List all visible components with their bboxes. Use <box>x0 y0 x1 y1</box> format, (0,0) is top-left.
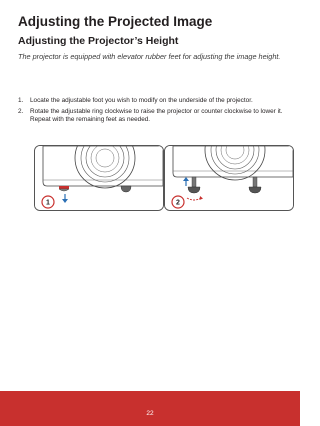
step-badge-label: 1 <box>46 199 50 207</box>
steps-list <box>18 97 290 128</box>
step-text: Locate the adjustable foot you wish to modify on the underside of the projector. <box>30 97 253 104</box>
page-number: 22 <box>146 410 154 417</box>
page-heading: Adjusting the Projected Image <box>18 14 213 29</box>
projector-underside-illustration <box>35 146 163 210</box>
footer-bar <box>0 391 300 426</box>
step-item <box>18 97 290 105</box>
rear-foot-icon <box>121 186 131 192</box>
adjustable-foot-icon <box>59 186 69 189</box>
projector-raised-illustration <box>165 146 293 210</box>
figure-rotate-ring <box>164 145 294 211</box>
step-text: Rotate the adjustable ring clockwise to raise the projector or counter clockwise to lower it. Repeat with the remaining feet as needed. <box>30 108 283 124</box>
step-badge-label: 2 <box>176 199 180 207</box>
intro-text: The projector is equipped with elevator rubber feet for adjusting the image height. <box>18 52 281 61</box>
figure-locate-foot <box>34 145 164 211</box>
section-heading: Adjusting the Projector’s Height <box>18 35 179 47</box>
step-number: 2. <box>18 108 24 116</box>
step-number: 1. <box>18 97 24 104</box>
step-item <box>18 108 290 124</box>
